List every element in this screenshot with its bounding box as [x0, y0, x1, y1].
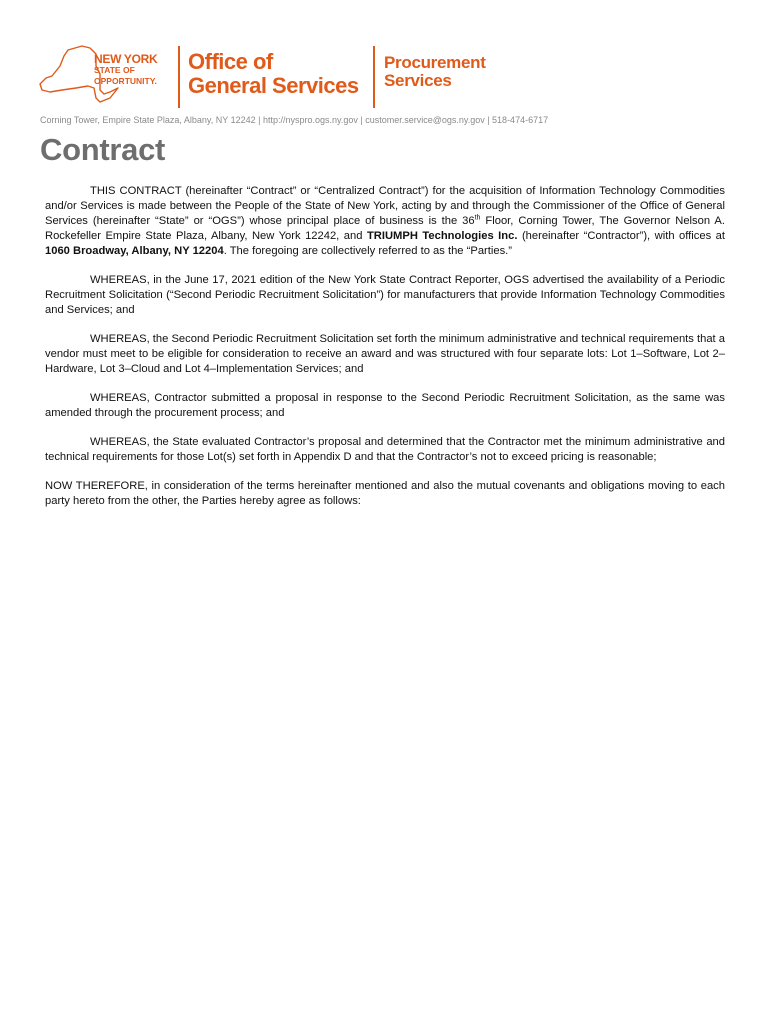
nys-name: NEW YORK: [94, 52, 158, 66]
procurement-services-wordmark: [384, 54, 486, 90]
ps-line-2: Services: [384, 71, 452, 90]
paragraph-whereas-3: WHEREAS, Contractor submitted a proposal in response to the Second Periodic Recruitment Solicitation, as the same was amended through the procurement process; and: [45, 392, 725, 419]
contact-address-line: Corning Tower, Empire State Plaza, Albany, NY 12242 | http://nyspro.ogs.ny.gov | customer.service@ogs.ny.gov | 518-474-6717: [40, 115, 549, 125]
contractor-name: TRIUMPH Technologies Inc.: [366, 230, 518, 242]
nys-tag-line-1: STATE OF: [94, 65, 135, 75]
paragraph-whereas-4: WHEREAS, the State evaluated Contractor’s proposal and determined that the Contractor met the minimum administrative and technical requirements for those Lot(s) set forth in Appendix D and that the Contractor’s not to exceed pricing is reasonable;: [45, 436, 725, 463]
page-title: Contract: [40, 132, 166, 167]
paragraph-preamble: THIS CONTRACT (hereinafter “Contract” or “Centralized Contract”) for the acquisition of Information Technology Commodities and/or Services is made between the People of the State of New York, acting by and through the Commissioner of the Office of General Services (hereinafter “State” or “OGS”) whose principal place of business is the 36th Floor, Corning Tower, The Governor Nelson A. Rockefeller Empire State Plaza, Albany, New York 12242, and TRIUMPH Technologies Inc. (hereinafter “Contractor”), with offices at 1060 Broadway, Albany, NY 12204. The foregoing are collectively referred to as the “Parties.”: [45, 185, 726, 257]
paragraph-whereas-2: WHEREAS, the Second Periodic Recruitment Solicitation set forth the minimum administrative and technical requirements that a vendor must meet to be eligible for consideration to receive an award and was structured with four separate lots: Lot 1–Software, Lot 2–Hardware, Lot 3–Cloud and Lot 4–Implementation Services; and: [45, 333, 725, 375]
ogs-wordmark: [188, 50, 359, 98]
header-divider: [178, 46, 180, 108]
letterhead: [38, 40, 738, 112]
nys-tag-line-2: OPPORTUNITY.: [94, 76, 157, 86]
contractor-address: 1060 Broadway, Albany, NY 12204: [45, 245, 224, 257]
paragraph-whereas-1: WHEREAS, in the June 17, 2021 edition of the New York State Contract Reporter, OGS advertised the availability of a Periodic Recruitment Solicitation (“Second Periodic Recruitment Solicitation”) for manufacturers that provide Information Technology Commodities and Services; and: [45, 274, 725, 316]
ogs-line-2: General Services: [188, 73, 359, 98]
ps-line-1: Procurement: [384, 53, 486, 72]
contract-body: [45, 184, 725, 509]
nys-logo: [38, 44, 208, 108]
nys-wordmark: [94, 54, 157, 86]
header-divider: [373, 46, 375, 108]
ogs-line-1: Office of: [188, 49, 273, 74]
paragraph-now-therefore: NOW THEREFORE, in consideration of the terms hereinafter mentioned and also the mutual covenants and obligations moving to each party hereto from the other, the Parties hereby agree as follows:: [45, 480, 725, 507]
